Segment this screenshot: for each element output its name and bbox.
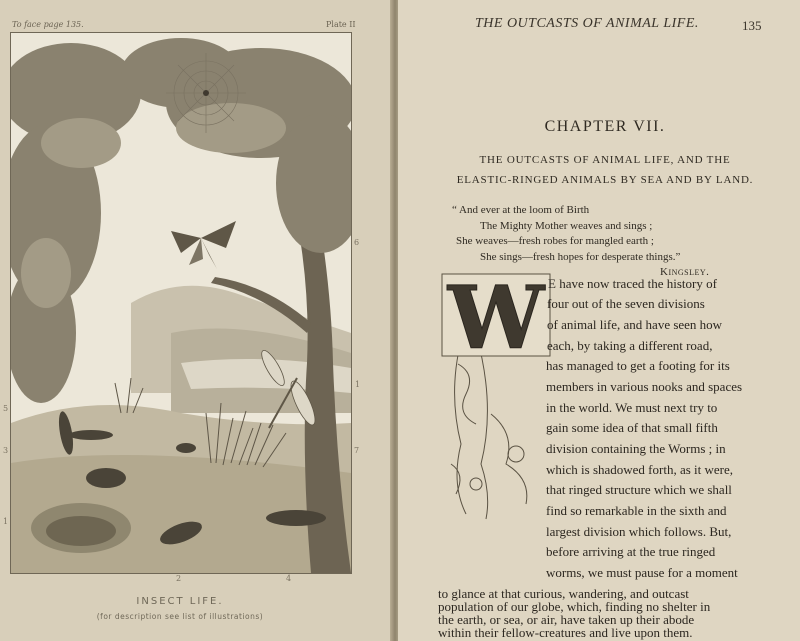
epigraph-line: “ And ever at the loom of Birth [452,204,590,216]
epigraph-line: She weaves—fresh robes for mangled earth ; [456,235,654,247]
margin-number: 1 [355,380,361,389]
plate-caption: (for description see list of illustrations) [96,612,264,621]
margin-number: 3 [3,446,9,455]
plate-note: To face page 135. [12,20,84,29]
left-page [0,0,392,641]
ornamental-drop-cap [436,264,554,522]
body-text-line: gain some idea of that small fifth [546,420,718,435]
body-text-line: which is shadowed forth, as it were, [546,462,734,477]
chapter-subtitle-line: THE OUTCASTS OF ANIMAL LIFE, AND THE [479,154,731,166]
running-head: THE OUTCASTS OF ANIMAL LIFE. [475,16,699,31]
margin-number: 2 [176,574,182,583]
margin-number: 1 [3,517,9,526]
margin-number: 7 [354,446,360,455]
body-text-line: within their fellow-creatures and live upon them. [438,625,693,640]
body-text-line: that ringed structure which we shall [546,482,732,497]
body-text-line: to glance at that curious, wandering, and outcast [438,586,689,601]
epigraph-attribution: Kingsley. [660,266,710,278]
body-text-line: members in various nooks and spaces [546,379,743,394]
body-text-line: find so remarkable in the sixth and [546,503,727,518]
epigraph-line: The Mighty Mother weaves and sings ; [480,219,653,232]
margin-number: 5 [3,404,9,413]
chapter-title: CHAPTER VII. [544,118,666,135]
plate-number: Plate II [326,20,356,29]
body-text-line: worms, we must pause for a moment [546,565,738,580]
epigraph-line: She sings—fresh hopes for desperate things.” [480,250,681,263]
body-text-line: four out of the seven divisions [547,296,705,311]
body-text-line: each, by taking a different road, [547,338,713,353]
body-text-line: population of our globe, which, finding no shelter in [438,599,711,614]
chapter-subtitle-line: ELASTIC-RINGED ANIMALS BY SEA AND BY LAND. [456,174,754,186]
spider-icon [203,90,209,96]
drop-cap-letter: W [447,268,545,369]
plate-title: INSECT LIFE. [136,596,224,607]
page-number: 135 [742,18,762,33]
chapter-subtitle [420,150,790,190]
body-text-line: E have now traced the history of [548,276,717,291]
body-text-line: largest division which follows. But, [546,524,732,539]
body-text-line: the earth, or sea, or air, have taken up their abode [438,612,695,627]
body-text-line: of animal life, and have seen how [547,317,723,332]
body-text-line: has managed to get a footing for its [546,358,730,373]
margin-number: 6 [354,238,360,247]
margin-number: 4 [286,574,292,583]
body-text-line: division containing the Worms ; in [546,441,726,456]
insect-life-engraving [10,32,352,574]
body-text-line: before arriving at the true ringed [546,544,716,559]
body-text-line: in the world. We must next try to [546,400,718,415]
